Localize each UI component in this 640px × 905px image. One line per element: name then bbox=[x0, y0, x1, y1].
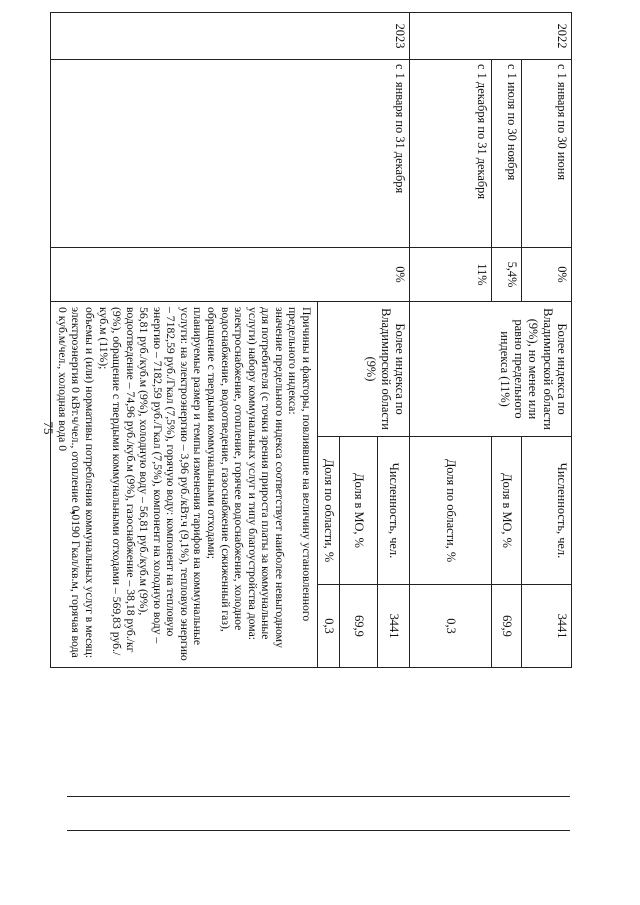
year-cell: 2022 bbox=[410, 13, 572, 60]
page-number: 75 bbox=[41, 421, 56, 435]
period-cell: с 1 января по 31 декабря bbox=[51, 60, 410, 248]
value-cell: 0,3 bbox=[318, 585, 340, 668]
table-row bbox=[378, 13, 410, 668]
increase-cell: 5,4% bbox=[492, 248, 522, 302]
notes-cell bbox=[51, 302, 318, 668]
value-cell: 3441 bbox=[522, 585, 572, 668]
table-rotator bbox=[55, 12, 572, 667]
rotated-table-sheet bbox=[55, 12, 572, 667]
tariff-index-table bbox=[50, 12, 572, 668]
value-cell: 69,9 bbox=[492, 585, 522, 668]
table-row bbox=[522, 13, 572, 668]
value-cell: 3441 bbox=[378, 585, 410, 668]
criterion-cell: Более индекса по Владимирской области (9%), но менее или равно предельного индекса (11%) bbox=[410, 302, 572, 437]
note-line: значение предельного индекса соответствует наиболее невыгодному для потребителя (с точки зрения прироста платы за коммунальные услуги) набору коммунальных услуг и типу благоустройства дома: электроснабжение, отопление, горячее водоснабжение, холодное водоснабжение, водоотведение, газоснабжение (сжиженный газ), обращение с твердыми коммунальными отходами; bbox=[205, 307, 286, 648]
metric-cell: Доля в МО, % bbox=[492, 437, 522, 585]
increase-cell: 0% bbox=[522, 248, 572, 302]
metric-cell: Доля в МО, % bbox=[340, 437, 378, 585]
divider-line bbox=[67, 796, 570, 797]
period-cell: с 1 января по 30 июня bbox=[522, 60, 572, 248]
value-cell: 0,3 bbox=[410, 585, 492, 668]
divider-line bbox=[67, 830, 570, 831]
metric-cell: Численность, чел. bbox=[522, 437, 572, 585]
increase-cell: 0% bbox=[51, 248, 410, 302]
criterion-cell: Более индекса по Владимирской области (9%) bbox=[318, 302, 410, 437]
note-line: объемы и (или) нормативы потребления коммунальных услуг в месяц: электроэнергия 0 кВт.ч/чел., отопление 0,0190 Гкал/кв.м, горячая вода 0 куб.м/чел., холодная вода 0 bbox=[55, 307, 96, 659]
increase-cell: 11% bbox=[410, 248, 492, 302]
metric-cell: Численность, чел. bbox=[378, 437, 410, 585]
period-cell: с 1 июля по 30 ноября bbox=[492, 60, 522, 248]
note-line: планируемые размер и темпы изменения тарифов на коммунальные услуги: на электроэнергию – 3,96 руб./кВт.ч (9,1%), тепловую энергию – 7182,59 руб./Гкал (7,5%), горячую воду: компонент на тепловую энергию – 7182,59 руб./Гкал (7,5%), компонент на холодную воду – 56,81 руб./куб.м (9%), холодную воду – 56,81 руб./куб.м (9%), водоотведение – 74,96 руб./куб.м (9%), газоснабжение – 38,18 руб./кг (9%), обращение с твердыми коммунальными отходами – 569,83 руб./куб.м (11%); bbox=[96, 307, 205, 661]
year-cell: 2023 bbox=[51, 13, 410, 60]
note-line: Причины и факторы, повлиявшие на величину установленного предельного индекса: bbox=[286, 307, 313, 622]
period-cell: с 1 декабря по 31 декабря bbox=[410, 60, 492, 248]
metric-cell: Доля по области, % bbox=[318, 437, 340, 585]
metric-cell: Доля по области, % bbox=[410, 437, 492, 585]
value-cell: 69,9 bbox=[340, 585, 378, 668]
